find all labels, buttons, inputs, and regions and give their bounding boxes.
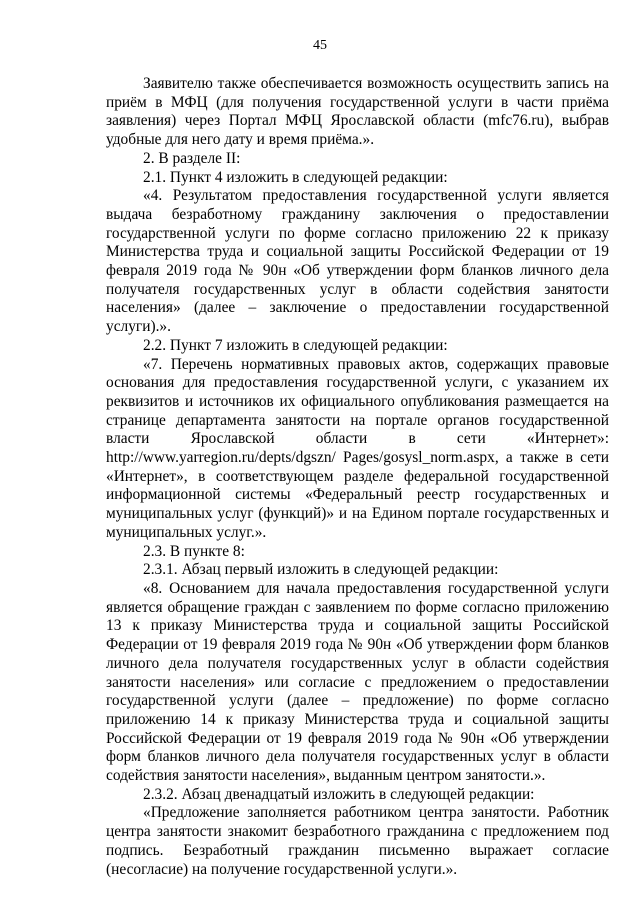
paragraph-item-2-3: 2.3. В пункте 8: <box>143 542 245 560</box>
paragraph-item-2-3-1: 2.3.1. Абзац первый изложить в следующей редакции: <box>143 561 499 579</box>
paragraph-item-2-3-2: 2.3.2. Абзац двенадцатый изложить в следующей редакции: <box>143 785 535 803</box>
paragraph-point-4: «4. Результатом предоставления государственной услуги является выдача безработному гражданину заключения о предоставлении государственной услуги по форме согласно приложению 22 к приказу Министерства труда и социальной защиты Российской Федерации от 19 февраля 2019 года № 90н «Об утверждении форм бланков личного дела получателя государственных услуг в области содействия занятости населения» (далее – заключение о предоставлении государственной услуги).». <box>106 187 609 336</box>
paragraph-proposal: «Предложение заполняется работником центра занятости. Работник центра занятости знакомит безработного гражданина с предложением под подпись. Безработный гражданин письменно выражает согласие (несогласие) на получение государственной услуги.». <box>106 804 609 878</box>
paragraph-point-8: «8. Основанием для начала предоставления государственной услуги является обращение граждан с заявлением по форме согласно приложению 13 к приказу Министерства труда и социальной защиты Российской Федерации от 19 февраля 2019 года № 90н «Об утверждении форм бланков личного дела получателя государственных услуг в области содействия занятости населения» или согласие с предложением о предоставлении государственной услуги (далее – предложение) по форме согласно приложению 14 к приказу Министерства труда и социальной защиты Российской Федерации от 19 февраля 2019 года № 90н «Об утверждении форм бланков личного дела получателя государственных услуг в области содействия занятости населения», выданным центром занятости.». <box>106 579 609 785</box>
document-body <box>106 75 609 879</box>
paragraph-point-7: «7. Перечень нормативных правовых актов, содержащих правовые основания для предоставления государственной услуги, с указанием их реквизитов и источников их официального опубликования размещается на странице департамента занятости на портале органов государственной власти Ярославской области в сети «Интернет»: http://www.yarregion.ru/depts/dgszn/ Pages/gosysl_norm.aspx, а также в сети «Интернет», в соответствующем разделе федеральной государственной информационной системы «Федеральный реестр государственных и муниципальных услуг (функций)» и на Едином портале государственных и муниципальных услуг.». <box>106 355 609 541</box>
paragraph-section-ii: 2. В разделе II: <box>143 149 241 167</box>
paragraph-item-2-1: 2.1. Пункт 4 изложить в следующей редакции: <box>143 168 448 186</box>
paragraph-item-2-2: 2.2. Пункт 7 изложить в следующей редакции: <box>143 336 448 354</box>
page-number: 45 <box>313 38 327 53</box>
paragraph-appointment-note: Заявителю также обеспечивается возможность осуществить запись на приём в МФЦ (для получения государственной услуги в части приёма заявления) через Портал МФЦ Ярославской области (mfc76.ru), выбрав удобные для него дату и время приёма.». <box>106 75 609 149</box>
